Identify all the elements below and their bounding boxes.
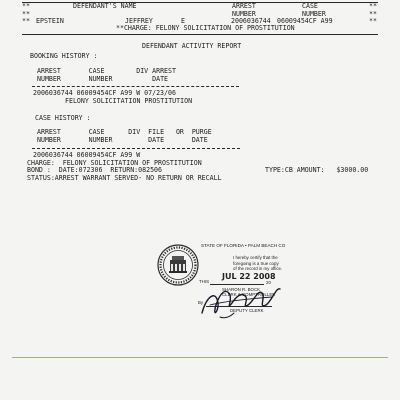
header-bottom-rule — [22, 34, 378, 35]
report-title: DEFENDANT ACTIVITY REPORT — [142, 42, 242, 50]
booking-history-columns: ARREST CASE DIV ARREST NUMBER NUMBER DATE — [37, 67, 176, 83]
signature-icon — [196, 272, 288, 325]
case-history-charge: CHARGE: FELONY SOLICITATION OF PROSTITUTION — [27, 158, 202, 167]
arrest-number-label: ARREST NUMBER — [232, 2, 256, 18]
defendant-name-label: DEFENDANT'S NAME — [73, 2, 137, 10]
header-arrest-number: 2006036744 — [231, 17, 271, 25]
county-seal-icon — [157, 244, 199, 286]
cert-state-line: STATE OF FLORIDA • PALM BEACH CO — [201, 243, 286, 248]
header-case-number: 06009454CF A99 — [277, 17, 333, 25]
cert-this-label: THIS — [199, 279, 210, 284]
cert-line-3: of the record in my office. — [233, 266, 283, 271]
booking-history-divider — [32, 86, 239, 87]
header-stars-left-2: ** — [22, 9, 30, 18]
defendant-first-name: JEFFREY — [125, 17, 153, 25]
header-stars-right-1: ** — [369, 2, 377, 10]
cert-line-1: I hereby certify that the — [233, 255, 278, 260]
case-history-heading: CASE HISTORY : — [35, 114, 91, 122]
case-history-status: STATUS:ARREST WARRANT SERVED- NO RETURN OR RECALL — [27, 173, 222, 182]
cert-date-stamp: JUL 22 2008 — [222, 272, 276, 281]
page-bottom-rule — [12, 357, 388, 358]
case-number-label: CASE NUMBER — [302, 2, 326, 18]
cert-year-suffix: 20 — [266, 280, 271, 285]
header-stars-right-3: ** — [369, 17, 377, 25]
cert-deputy-label: DEPUTY CLERK — [230, 308, 264, 313]
cert-clerk-name: SHARON R. BOCK — [222, 286, 261, 292]
cert-line-2: foregoing is a true copy — [233, 260, 279, 266]
header-charge: **CHARGE: FELONY SOLICITATION OF PROSTITUTION — [116, 24, 295, 32]
case-history-type-amount: TYPE:CB AMOUNT: $3000.00 — [265, 166, 369, 174]
defendant-last-name: EPSTEIN — [36, 17, 64, 25]
case-history-bond: BOND : DATE:072306 RETURN:082506 — [27, 166, 162, 174]
booking-history-heading: BOOKING HISTORY : — [30, 52, 98, 60]
case-history-row: 2006036744 06009454CF A99 W — [33, 151, 141, 159]
header-stars-left-3: ** — [22, 17, 30, 25]
header-stars-right-2: ** — [369, 9, 377, 18]
booking-history-row: 2006036744 06009454CF A99 W 07/23/06 — [33, 89, 176, 97]
defendant-middle-initial: E — [181, 17, 185, 25]
cert-clerk-title: CLERK & COMPTROLLER — [222, 292, 276, 297]
case-history-divider — [32, 148, 240, 149]
booking-history-charge: FELONY SOLICITATION PROSTITUTION — [65, 96, 193, 105]
cert-by-label: By — [198, 300, 204, 305]
header-stars-left-1: ** — [22, 2, 30, 10]
case-history-columns: ARREST CASE DIV FILE OR PURGE NUMBER NUMBER DATE DATE — [37, 128, 212, 144]
